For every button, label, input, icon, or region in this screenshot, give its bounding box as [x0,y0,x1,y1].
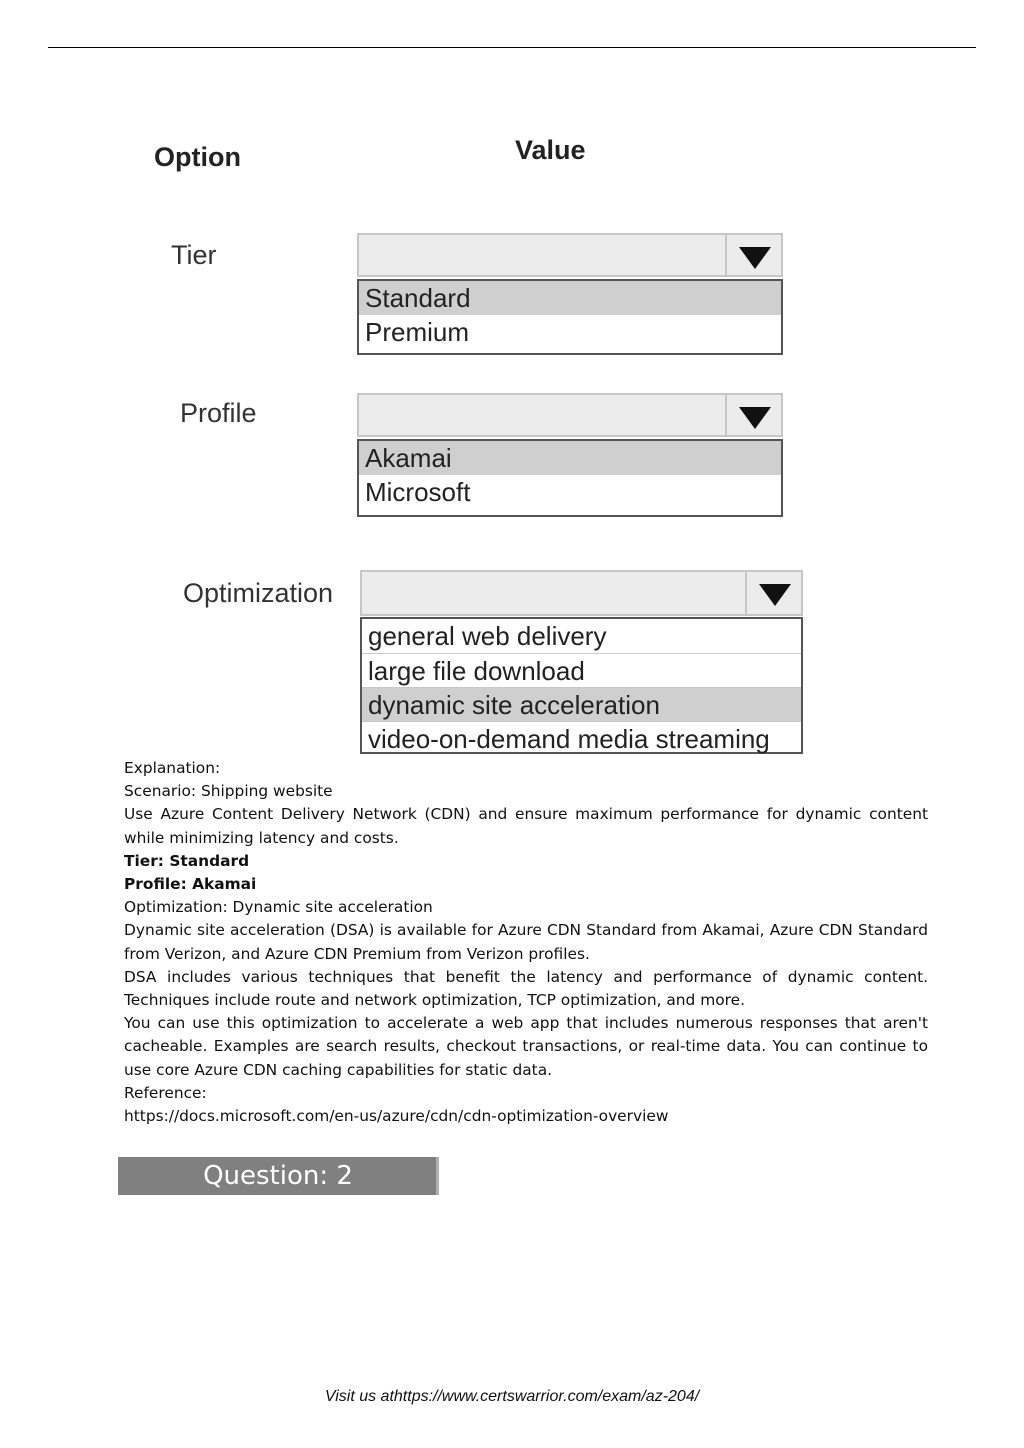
question-banner [118,1157,439,1195]
chevron-down-icon[interactable] [725,395,781,435]
footer-link[interactable]: Visit us athttps://www.certswarrior.com/exam/az-204/ [324,1388,700,1405]
optimization-option-dynamic-site-acceleration[interactable]: dynamic site acceleration [362,687,801,721]
option-column-heading: Option [154,142,241,172]
optimization-options-list [360,617,803,754]
optimization-dropdown-field[interactable] [360,570,803,616]
profile-options-list [357,439,783,517]
dsa-availability-text: Dynamic site acceleration (DSA) is available for Azure CDN Standard from Akamai, Azure CDN Standard from Verizon, and Azure CDN Premium from Verizon profiles. [124,921,928,963]
answer-profile: Profile: Akamai [124,875,257,894]
tier-dropdown-field[interactable] [357,233,783,277]
answer-optimization: Optimization: Dynamic site acceleration [124,898,433,917]
reference-link[interactable]: https://docs.microsoft.com/en-us/azure/cdn/cdn-optimization-overview [124,1107,669,1126]
header-rule [48,47,976,48]
dsa-techniques-text: DSA includes various techniques that benefit the latency and performance of dynamic content. Techniques include route and network optimization, TCP optimization, and more. [124,967,928,1010]
optimization-label: Optimization [183,578,334,608]
explanation-section [124,757,928,1128]
optimization-option-video-on-demand[interactable]: video-on-demand media streaming [362,721,801,755]
question-number: Question: 2 [203,1161,353,1191]
optimization-option-general-web-delivery[interactable]: general web delivery [368,621,607,651]
tier-label: Tier [171,240,217,270]
profile-dropdown-field[interactable] [357,393,783,437]
scenario-text: Scenario: Shipping website [124,782,333,801]
profile-option-akamai[interactable]: Akamai [359,441,781,475]
value-column-heading: Value [515,135,586,165]
tier-option-standard[interactable]: Standard [359,281,781,315]
profile-label: Profile [180,398,257,428]
requirement-text: Use Azure Content Delivery Network (CDN) and ensure maximum performance for dynamic content while minimizing latency and costs. [124,805,928,847]
tier-option-premium[interactable]: Premium [365,317,470,347]
reference-label: Reference: [124,1083,207,1102]
optimization-option-large-file-download[interactable]: large file download [362,653,801,687]
explanation-heading: Explanation: [124,759,221,777]
dsa-usage-text: You can use this optimization to accelerate a web app that includes numerous responses that aren't cacheable. Examples are search results, checkout transactions, or real-time data. You can continue to use core Azure CDN caching capabilities for static data. [124,1014,928,1079]
tier-options-list [357,279,783,355]
profile-option-microsoft[interactable]: Microsoft [365,477,471,507]
chevron-down-icon[interactable] [745,572,801,614]
chevron-down-icon[interactable] [725,235,781,275]
answer-tier: Tier: Standard [124,851,250,870]
